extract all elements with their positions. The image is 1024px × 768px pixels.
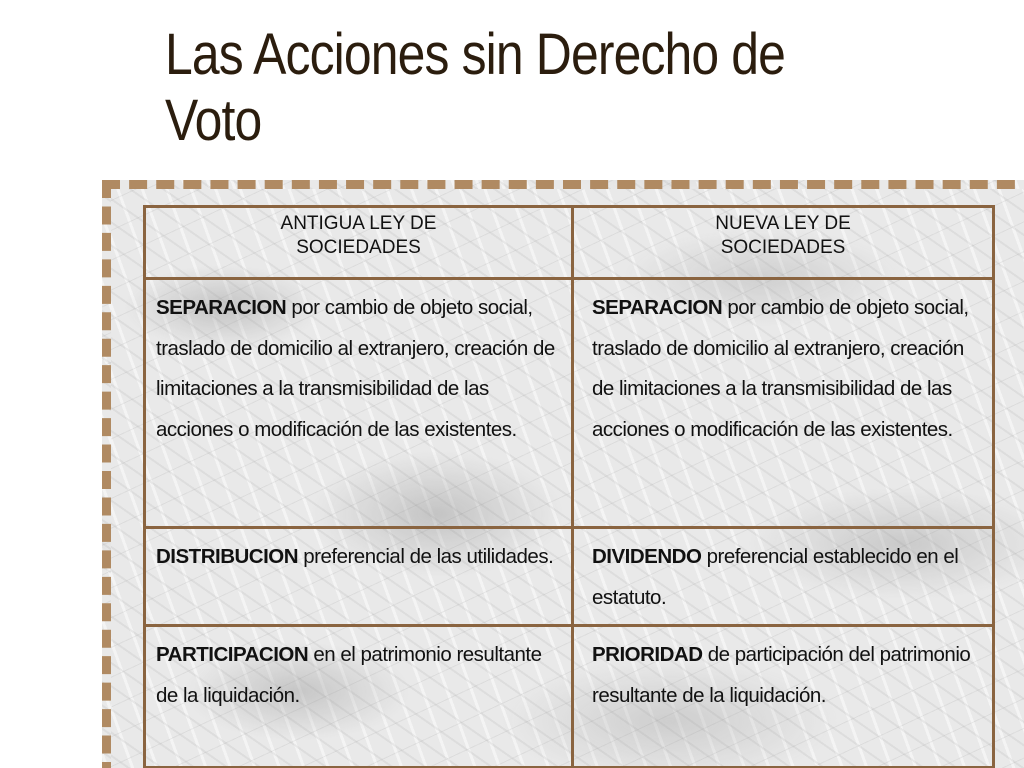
old-law-cell [145, 626, 573, 768]
comparison-table [143, 205, 995, 768]
new-law-text: de participación del patrimonio resultante de la liquidación. [592, 643, 971, 707]
new-law-text: preferencial establecido en el estatuto. [592, 545, 959, 609]
header-new-law-line-1: NUEVA LEY DE [715, 213, 851, 234]
new-law-cell [573, 528, 994, 626]
old-law-keyword: DISTRIBUCION [156, 545, 299, 568]
new-law-keyword: DIVIDENDO [592, 545, 702, 568]
new-law-cell [573, 279, 994, 528]
old-law-cell [145, 528, 573, 626]
old-law-text: por cambio de objeto social, traslado de domicilio al extranjero, creación de limitaciones a la transmisibilidad de las acciones o modificación de las existentes. [156, 296, 555, 441]
slide-title-line-2: Voto [165, 88, 262, 153]
header-new-law-line-2: SOCIEDADES [720, 237, 846, 258]
new-law-cell [573, 626, 994, 768]
header-old-law [145, 207, 573, 279]
new-law-keyword: PRIORIDAD [592, 643, 703, 666]
old-law-cell [145, 279, 573, 528]
old-law-keyword: SEPARACION [156, 296, 287, 319]
new-law-keyword: SEPARACION [592, 296, 723, 319]
header-old-law-line-2: SOCIEDADES [296, 237, 421, 258]
header-new-law [573, 207, 994, 279]
header-old-law-line-1: ANTIGUA LEY DE [280, 213, 437, 234]
table-row [145, 626, 994, 768]
old-law-keyword: PARTICIPACION [156, 643, 309, 666]
new-law-text: por cambio de objeto social, traslado de domicilio al extranjero, creación de limitaciones a la transmisibilidad de las acciones o modificación de las existentes. [592, 296, 969, 441]
table-row [145, 279, 994, 528]
table-row [145, 528, 994, 626]
old-law-text: preferencial de las utilidades. [298, 545, 554, 568]
slide-title [165, 22, 870, 154]
old-law-text: en el patrimonio resultante de la liquidación. [156, 643, 542, 707]
slide-title-line-1: Las Acciones sin Derecho de [165, 22, 786, 87]
table-header-row [145, 207, 994, 279]
